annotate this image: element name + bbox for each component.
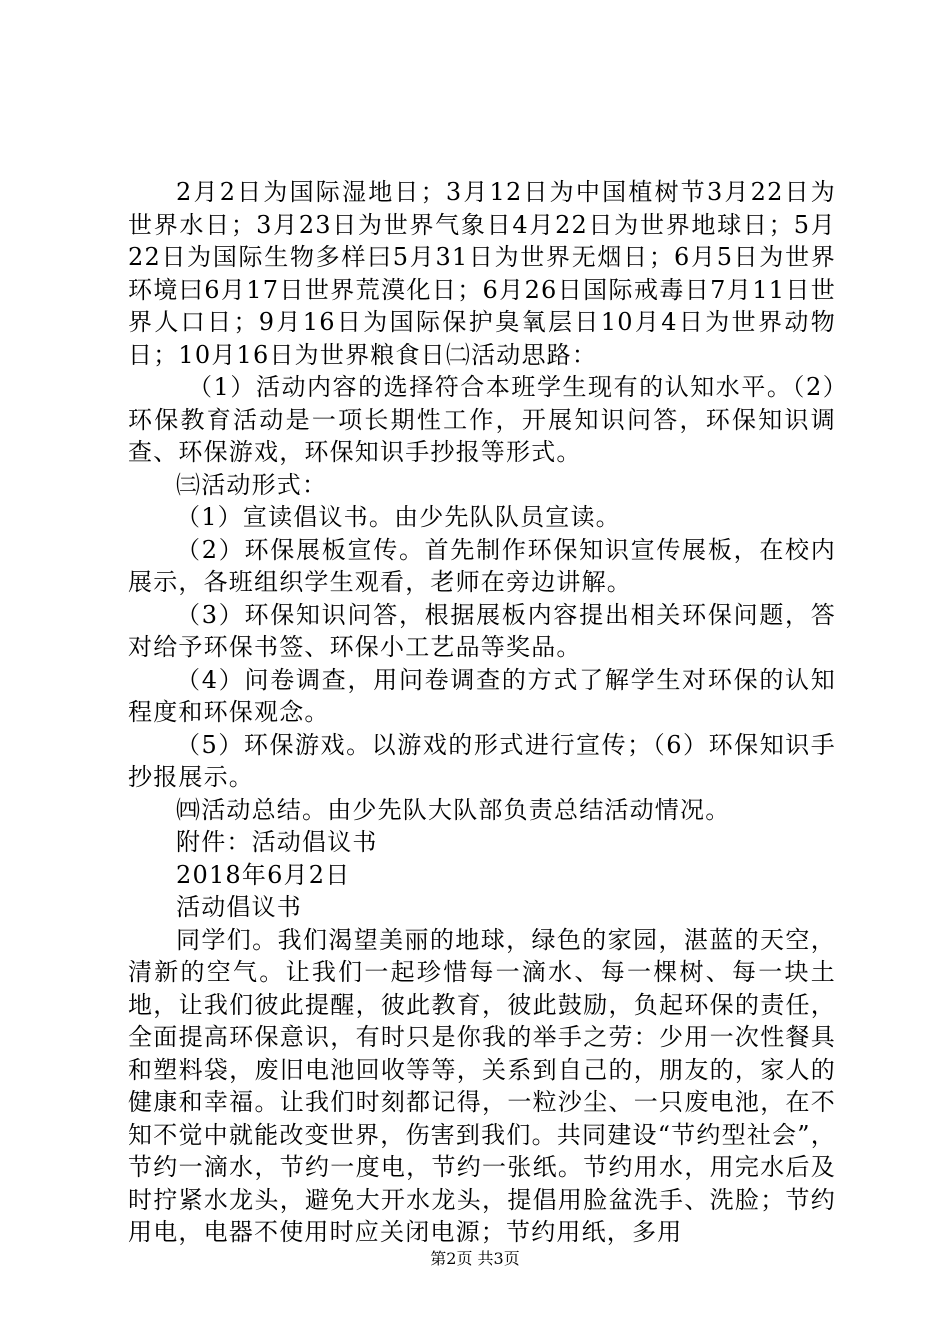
paragraph-form-4: （4）问卷调查，用问卷调查的方式了解学生对环保的认知程度和环保观念。 [128,665,836,726]
document-body [128,176,836,1249]
paragraph-proposal-body: 同学们。我们渴望美丽的地球，绿色的家园，湛蓝的天空，清新的空气。让我们一起珍惜每一滴水、每一棵树、每一块土地，让我们彼此提醒，彼此教育，彼此鼓励，负起环保的责任，全面提高环保意识，有时只是你我的举手之劳：少用一次性餐具和塑料袋，废旧电池回收等等，关系到自己的，朋友的，家人的健康和幸福。让我们时刻都记得，一粒沙尘、一只废电池，在不知不觉中就能改变世界，伤害到我们。共同建设“节约型社会”，节约一滴水，节约一度电，节约一张纸。节约用水，用完水后及时拧紧水龙头，避免大开水龙头，提倡用脸盆洗手、洗脸；节约用电，电器不使用时应关闭电源；节约用纸，多用 [128,925,836,1246]
page-footer: 第2页 共3页 [430,1249,520,1268]
paragraph-activity-approach: （1）活动内容的选择符合本班学生现有的认知水平。（2）环保教育活动是一项长期性工作，开展知识问答，环保知识调查、环保游戏，环保知识手抄报等形式。 [128,373,836,466]
paragraph-attachment: 附件：活动倡议书 [176,828,378,856]
paragraph-activity-summary: ㈣活动总结。由少先队大队部负责总结活动情况。 [176,795,731,824]
paragraph-observance-days: 2月2日为国际湿地日；3月12日为中国植树节3月22日为世界水日；3月23日为世界气象日4月22日为世界地球日；5月22日为国际生物多样曰5月31日为世界无烟日；6月5日为世界环境曰6月17日世界荒漠化日；6月26日国际戒毒日7月11日世界人口日；9月16日为国际保护臭氧层日10月4日为世界动物日；10月16日为世界粮食日㈡活动思路： [128,178,836,369]
paragraph-form-1: （1）宣读倡议书。由少先队队员宣读。 [176,503,621,531]
paragraph-date: 2018年6月2日 [176,860,351,889]
paragraph-form-5-6: （5）环保游戏。以游戏的形式进行宣传；（6）环保知识手抄报展示。 [128,730,836,791]
paragraph-form-3: （3）环保知识问答，根据展板内容提出相关环保问题，答对给予环保书签、环保小工艺品等奖品。 [128,600,836,661]
paragraph-activity-forms-heading: ㈢活动形式： [176,470,328,499]
paragraph-form-2: （2）环保展板宣传。首先制作环保知识宣传展板，在校内展示，各班组织学生观看，老师在旁边讲解。 [128,535,836,596]
paragraph-proposal-title: 活动倡议书 [176,893,302,921]
